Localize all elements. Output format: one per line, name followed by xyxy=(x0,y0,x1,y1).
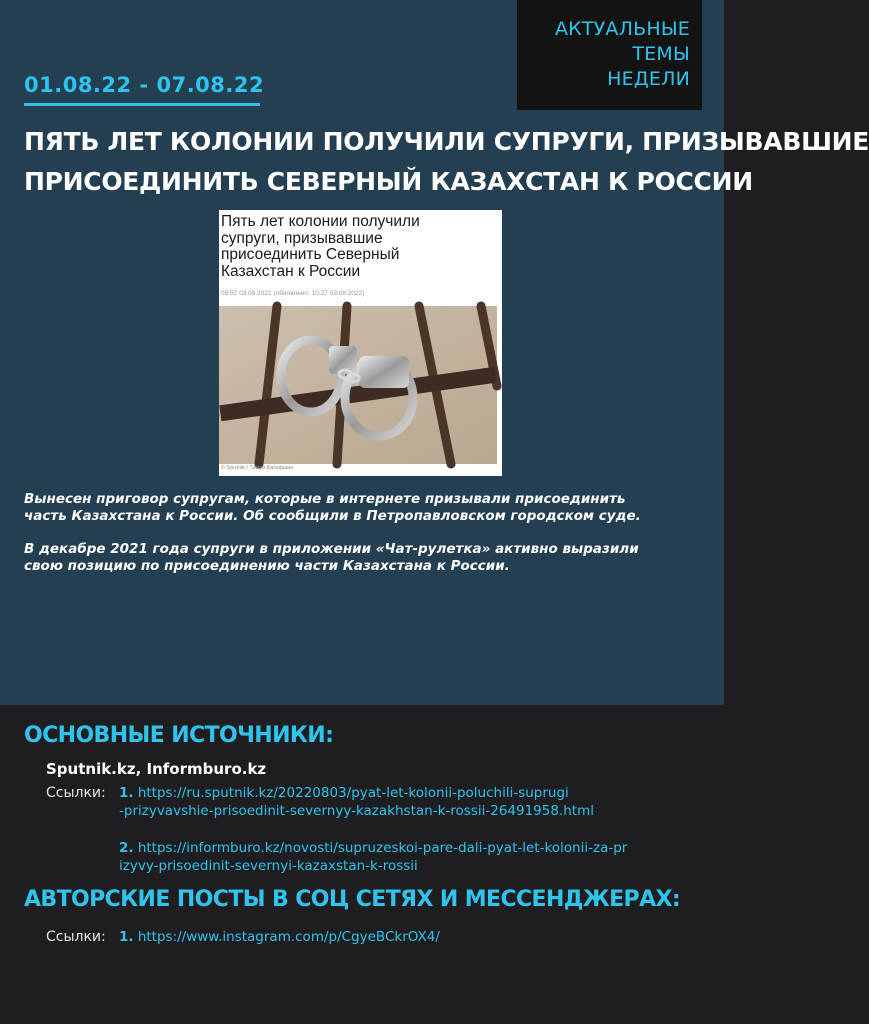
summary-paragraph-2 xyxy=(24,541,714,575)
news-screenshot-title xyxy=(221,214,496,280)
news-title-line: Казахстан к России xyxy=(221,262,361,280)
instagram-link-line[interactable] xyxy=(119,928,440,946)
badge-line-1: АКТУАЛЬНЫЕ ТЕМЫ xyxy=(554,18,690,65)
link-number: 1. xyxy=(119,785,134,801)
instagram-link[interactable] xyxy=(119,928,440,946)
handcuffs-photo xyxy=(219,306,497,464)
link-number: 2. xyxy=(119,840,134,856)
weekly-topics-badge xyxy=(517,0,702,110)
headline xyxy=(24,122,869,202)
main-sources-title: ОСНОВНЫЕ ИСТОЧНИКИ: xyxy=(24,723,334,748)
news-timestamp: 09:52 03.08.2022 (обновлено: 10:27 03.08.2022) xyxy=(221,290,365,297)
source-link-1-line-1[interactable] xyxy=(119,784,594,802)
paragraph-line: свою позицию по присоединению части Казахстана к России. xyxy=(24,558,510,574)
paragraph-line: часть Казахстана к России. Об сообщили в Петропавловском городском суде. xyxy=(24,508,641,524)
author-posts-title: АВТОРСКИЕ ПОСТЫ В СОЦ СЕТЯХ И МЕССЕНДЖЕРАХ: xyxy=(24,887,681,912)
news-screenshot xyxy=(219,210,502,476)
link-url[interactable]: https://informburo.kz/novosti/supruzeskoi-pare-dali-pyat-let-kolonii-za-pr xyxy=(137,840,628,856)
badge-line-2: НЕДЕЛИ xyxy=(607,68,690,90)
date-underline xyxy=(24,103,260,106)
links-label: Ссылки: xyxy=(46,929,106,945)
paragraph-line: В декабре 2021 года супруги в приложении «Чат-рулетка» активно выразили xyxy=(24,541,639,557)
link-url[interactable]: https://ru.sputnik.kz/20220803/pyat-let-kolonii-poluchili-suprugi xyxy=(137,785,569,801)
headline-line-1: ПЯТЬ ЛЕТ КОЛОНИИ ПОЛУЧИЛИ СУПРУГИ, ПРИЗЫВАВШИЕ xyxy=(24,127,869,156)
source-link-1[interactable] xyxy=(119,784,594,820)
source-link-2-line-1[interactable] xyxy=(119,839,627,857)
links-label: Ссылки: xyxy=(46,785,106,801)
paragraph-line: Вынесен приговор супругам, которые в интернете призывали присоединить xyxy=(24,491,626,507)
headline-line-2: ПРИСОЕДИНИТЬ СЕВЕРНЫЙ КАЗАХСТАН К РОССИИ xyxy=(24,167,753,196)
link-number: 1. xyxy=(119,929,134,945)
source-link-2-line-2[interactable]: izyvy-prisoedinit-severnyi-kazaxstan-k-rossii xyxy=(119,858,418,874)
source-link-1-line-2[interactable]: -prizyvavshie-prisoedinit-severnyy-kazakhstan-k-rossii-26491958.html xyxy=(119,803,594,819)
news-title-line: присоединить Северный xyxy=(221,246,400,263)
news-title-line: супруги, призывавшие xyxy=(221,229,383,247)
source-link-2[interactable] xyxy=(119,839,627,875)
date-range: 01.08.22 - 07.08.22 xyxy=(24,73,265,97)
photo-credit: © Sputnik / Тимур Батыршин xyxy=(221,465,294,471)
summary-paragraph-1 xyxy=(24,491,714,525)
link-url[interactable]: https://www.instagram.com/p/CgyeBCkrOX4/ xyxy=(137,929,440,945)
news-title-line: Пять лет колонии получили xyxy=(221,213,420,230)
source-names: Sputnik.kz, Informburo.kz xyxy=(46,760,267,778)
